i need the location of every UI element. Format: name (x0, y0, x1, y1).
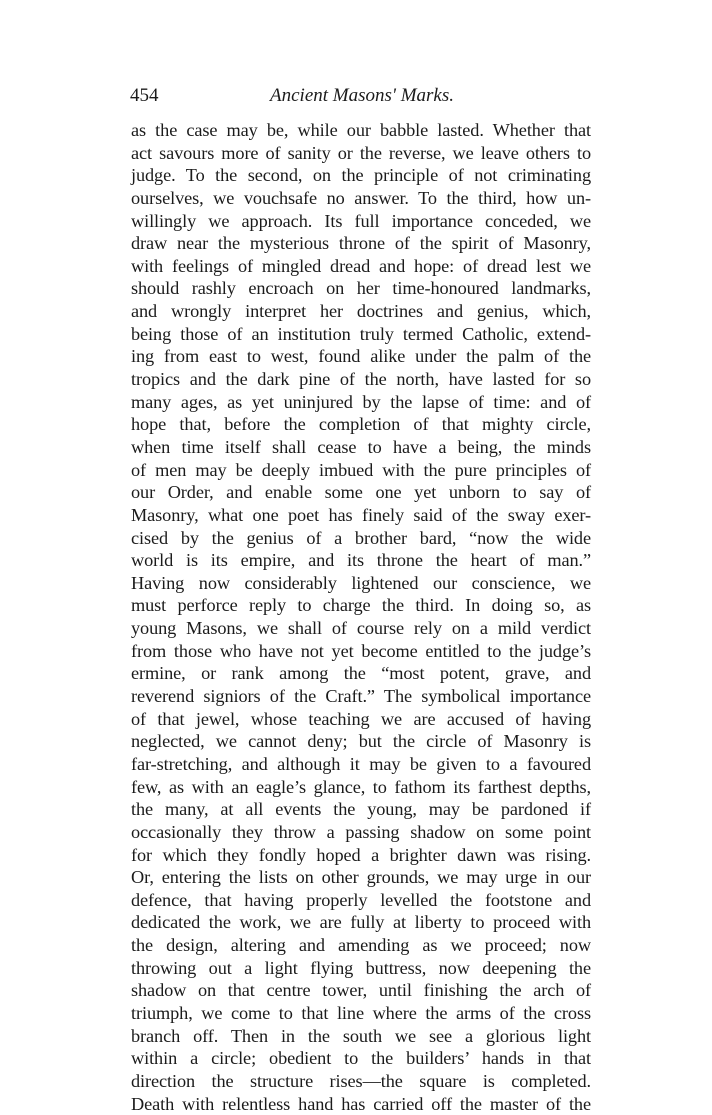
text-line: for which they fondly hoped a brighter dawn was rising. (131, 844, 591, 865)
text-line: shadow on that centre tower, until finishing the arch of (131, 980, 591, 1001)
text-line: branch off. Then in the south we see a glorious light (131, 1025, 591, 1046)
text-line: Death with relentless hand has carried off the master of the (131, 1093, 591, 1114)
text-line: judge. To the second, on the principle of not criminating (131, 165, 591, 186)
text-line: and wrongly interpret her doctrines and genius, which, (131, 301, 591, 322)
text-line: defence, that having properly levelled the footstone and (131, 889, 591, 910)
page-number: 454 (130, 85, 159, 106)
text-line: Masonry, what one poet has finely said of the sway exer- (131, 504, 591, 525)
text-line: as the case may be, while our babble lasted. Whether that (131, 120, 591, 140)
text-line: draw near the mysterious throne of the spirit of Masonry, (131, 233, 591, 254)
text-line: within a circle; obedient to the builders’ hands in that (131, 1048, 591, 1069)
text-line: of that jewel, whose teaching we are accused of having (131, 708, 591, 729)
text-line: few, as with an eagle’s glance, to fathom its farthest depths, (131, 776, 591, 797)
text-line: reverend signiors of the Craft.” The symbolical importance (131, 686, 591, 707)
text-line: young Masons, we shall of course rely on a mild verdict (131, 618, 591, 639)
text-line: direction the structure rises—the square is completed. (131, 1070, 591, 1091)
text-line: act savours more of sanity or the reverse, we leave others to (131, 142, 591, 163)
text-line: cised by the genius of a brother bard, “now the wide (131, 527, 591, 548)
text-line: hope that, before the completion of that mighty circle, (131, 414, 591, 435)
running-title: Ancient Masons' Marks. (270, 85, 455, 106)
text-line: dedicated the work, we are fully at liberty to proceed with (131, 912, 591, 933)
text-line: many ages, as yet uninjured by the lapse of time: and of (131, 391, 591, 412)
text-line: throwing out a light flying buttress, now deepening the (131, 957, 591, 978)
text-line: of men may be deeply imbued with the pure principles of (131, 459, 591, 480)
text-line: occasionally they throw a passing shadow on some point (131, 821, 591, 842)
text-line: tropics and the dark pine of the north, have lasted for so (131, 369, 591, 390)
text-line: neglected, we cannot deny; but the circle of Masonry is (131, 731, 591, 752)
text-line: willingly we approach. Its full importance conceded, we (131, 210, 591, 231)
text-line: triumph, we come to that line where the arms of the cross (131, 1002, 591, 1023)
text-line: ourselves, we vouchsafe no answer. To the third, how un- (131, 187, 591, 208)
text-line: ing from east to west, found alike under the palm of the (131, 346, 591, 367)
text-line: should rashly encroach on her time-honoured landmarks, (131, 278, 591, 299)
text-line: far-stretching, and although it may be given to a favoured (131, 753, 591, 774)
text-line: from those who have not yet become entitled to the judge’s (131, 640, 591, 661)
text-line: ermine, or rank among the “most potent, grave, and (131, 663, 591, 684)
text-line: world is its empire, and its throne the heart of man.” (131, 550, 591, 571)
text-line: Having now considerably lightened our conscience, we (131, 572, 591, 593)
text-line: when time itself shall cease to have a being, the minds (131, 436, 591, 457)
text-line: Or, entering the lists on other grounds, we may urge in our (131, 867, 591, 888)
text-line: the many, at all events the young, may be pardoned if (131, 799, 591, 820)
text-line: our Order, and enable some one yet unborn to say of (131, 482, 591, 503)
running-head (130, 85, 590, 109)
text-line: the design, altering and amending as we proceed; now (131, 935, 591, 956)
text-line: must perforce reply to charge the third. In doing so, as (131, 595, 591, 616)
text-line: with feelings of mingled dread and hope: of dread lest we (131, 255, 591, 276)
body-text (131, 119, 591, 1115)
text-line: being those of an institution truly termed Catholic, extend- (131, 323, 591, 344)
